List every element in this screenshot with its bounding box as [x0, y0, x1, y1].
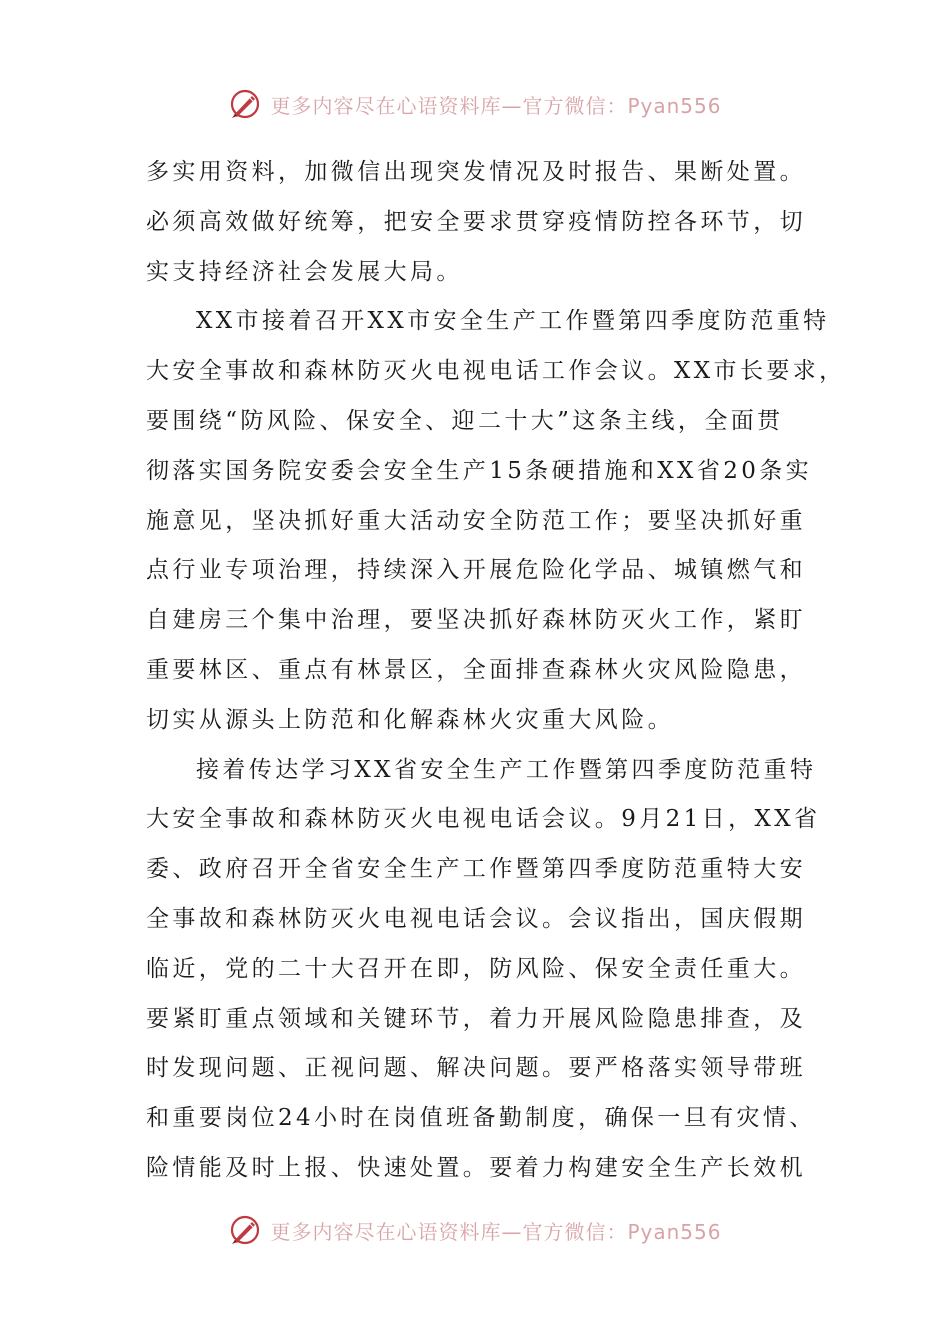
- text-line: 险情能及时上报、快速处置。要着力构建安全生产长效机: [146, 1154, 806, 1181]
- paragraph-first-line: XX市接着召开XX市安全生产工作暨第四季度防范重特: [196, 308, 830, 335]
- text-line: 多实用资料，加微信出现突发情况及时报告、果断处置。: [146, 159, 806, 185]
- text-line: 实支持经济社会发展大局。: [146, 258, 463, 285]
- document-body: [146, 148, 846, 1194]
- text-line: 切实从源头上防范和化解森林火灾重大风险。: [146, 706, 674, 733]
- footer-watermark-text: 更多内容尽在心语资料库—官方微信：Pyan556: [270, 1219, 722, 1244]
- text-line: 和重要岗位24小时在岗值班备勤制度，确保一旦有灾情、: [146, 1105, 816, 1132]
- text-line: 要围绕“防风险、保安全、迎二十大”这条主线，全面贯: [146, 407, 784, 434]
- paragraph-first-line: 接着传达学习XX省安全生产工作暨第四季度防范重特: [196, 756, 817, 783]
- pen-logo-icon: [228, 1213, 262, 1247]
- text-line: 必须高效做好统筹，把安全要求贯穿疫情防控各环节，切: [146, 208, 806, 235]
- text-line: 大安全事故和森林防灭火电视电话工作会议。XX市长要求，: [146, 358, 846, 385]
- text-line: 点行业专项治理，持续深入开展危险化学品、城镇燃气和: [146, 557, 806, 584]
- header-watermark-text: 更多内容尽在心语资料库—官方微信：Pyan556: [270, 93, 722, 118]
- text-line: 重要林区、重点有林景区，全面排查森林火灾风险隐患，: [146, 656, 806, 683]
- text-line: 全事故和森林防灭火电视电话会议。会议指出，国庆假期: [146, 905, 806, 932]
- text-line: 时发现问题、正视问题、解决问题。要严格落实领导带班: [146, 1055, 806, 1082]
- text-line: 自建房三个集中治理，要坚决抓好森林防灭火工作，紧盯: [146, 607, 806, 634]
- footer-watermark: [0, 1210, 950, 1250]
- text-line: 委、政府召开全省安全生产工作暨第四季度防范重特大安: [146, 856, 806, 883]
- pen-logo-icon: [228, 87, 262, 121]
- text-line: 彻落实国务院安委会安全生产15条硬措施和XX省20条实: [146, 457, 813, 484]
- text-line: 要紧盯重点领域和关键环节，着力开展风险隐患排查，及: [146, 1005, 806, 1032]
- text-line: 临近，党的二十大召开在即，防风险、保安全责任重大。: [146, 955, 806, 982]
- text-line: 大安全事故和森林防灭火电视电话会议。9月21日，XX省: [146, 806, 821, 833]
- header-watermark: [0, 84, 950, 124]
- text-line: 施意见，坚决抓好重大活动安全防范工作；要坚决抓好重: [146, 507, 806, 534]
